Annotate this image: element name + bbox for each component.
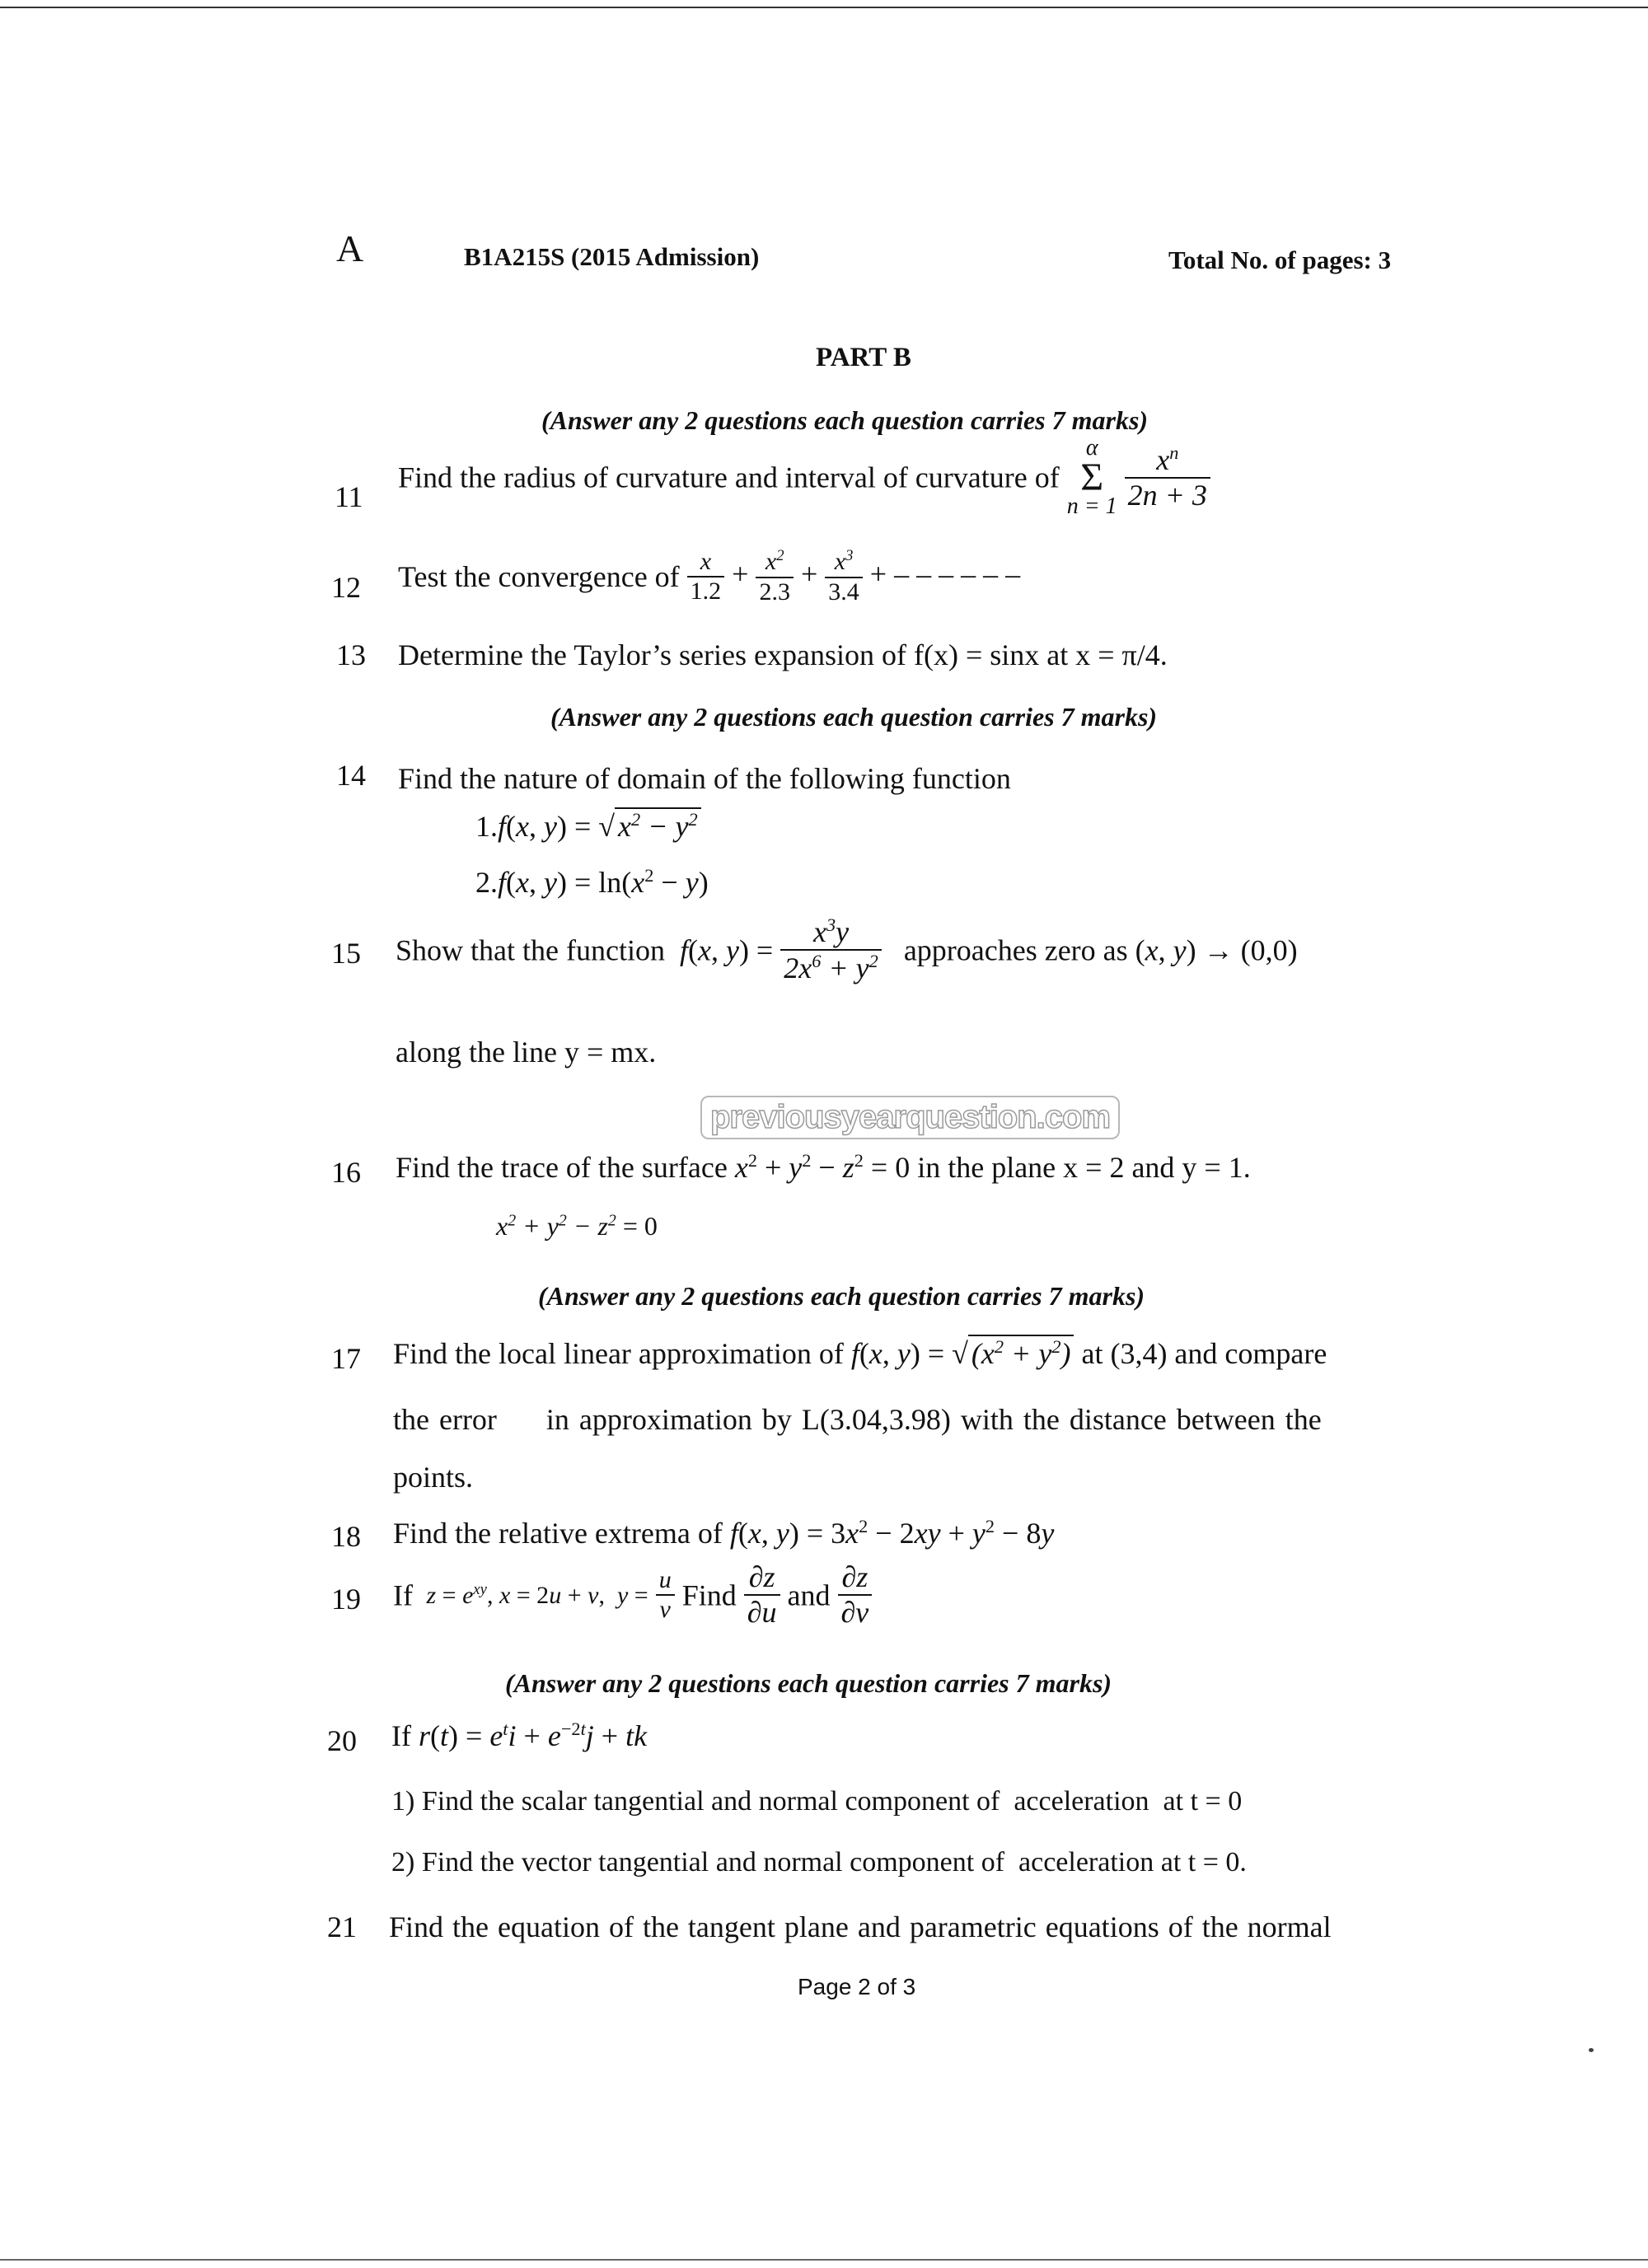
question-15-continued: along the line y = mx. — [396, 1036, 657, 1069]
question-19: If $z = e^{xy}$, x = 2u + v, y = $\frac{u}{v}$ Find $\frac{\partial z}{\partial u}$ and $\frac{\partial z}{\partial v}$ — [393, 1560, 872, 1630]
question-number: 19 — [331, 1583, 361, 1616]
question-text: Find the radius of curvature and interval of curvature of — [398, 461, 1060, 494]
question-number: 18 — [331, 1520, 361, 1553]
question-20: If $r(t) = e^ti + e^{-2t}j$ + tk — [391, 1719, 648, 1752]
question-text: Test the convergence of — [398, 560, 680, 593]
question-number: 17 — [331, 1342, 361, 1375]
question-number: 15 — [331, 937, 361, 970]
question-number: 13 — [336, 638, 366, 671]
question-number: 16 — [331, 1156, 361, 1189]
instruction-1: (Answer any 2 questions each question carries 7 marks) — [541, 405, 1149, 435]
summation-formula: α Σ n = 1 — [1066, 435, 1117, 520]
paper-version: A — [336, 227, 364, 269]
question-14-part-1: 1.f(x, y) = √ $x^2 - y^2$ — [475, 807, 701, 844]
function-fraction: $\frac{x^3y}{2x^6 + y^2}$ — [780, 914, 882, 986]
page-number: Page 2 of 3 — [798, 1974, 916, 1999]
series-term-fraction: $\frac{x^n}{2n + 3}$ — [1125, 442, 1210, 513]
question-14: Find the nature of domain of the following function — [398, 762, 1011, 795]
question-11 — [398, 437, 1210, 518]
question-number: 11 — [335, 480, 363, 513]
paper-code: B1A215S (2015 Admission) — [464, 242, 760, 271]
question-13: Determine the Taylor’s series expansion of f(x) = sinx at x = π/4. — [398, 638, 1168, 671]
scan-speck — [1589, 2048, 1594, 2052]
watermark-logo: previousyearquestion.com — [700, 1096, 1120, 1139]
question-20-part-1: 1) Find the scalar tangential and normal component of acceleration at t = 0 — [391, 1786, 1243, 1817]
question-number: 12 — [331, 571, 361, 604]
series-term-1: $\frac{x}{1.2}$ — [687, 548, 725, 606]
question-15: Show that the function f(x, y) = $\frac{x^3y}{2x^6 + y^2}$ approaches zero as (x, y) → (0,0) — [396, 914, 1298, 985]
partial-derivative-u: $\frac{\partial z}{\partial u}$ — [744, 1560, 780, 1630]
question-16: Find the trace of the surface $x^2 + y^2 - z^2 = 0$ in the plane x = 2 and y = 1. — [396, 1150, 1251, 1184]
surface-equation: $x^2 + y^2 - z^2 = 0$ — [496, 1211, 658, 1241]
question-20-part-2: 2) Find the vector tangential and normal component of acceleration at t = 0. — [391, 1847, 1247, 1878]
question-number: 21 — [327, 1910, 357, 1943]
question-21: Find the equation of the tangent plane and parametric equations of the normal — [389, 1910, 1332, 1943]
total-pages: Total No. of pages: 3 — [1168, 246, 1392, 274]
partial-derivative-v: $\frac{\partial z}{\partial v}$ — [838, 1560, 873, 1630]
question-17: Find the local linear approximation of f(x, y) = √ $(x^2 + y^2)$ at (3,4) and compare — [393, 1336, 1327, 1370]
scan-border-bottom — [0, 2259, 1648, 2261]
question-17-line-3: points. — [393, 1461, 474, 1494]
scan-border-top — [0, 7, 1648, 8]
instruction-4: (Answer any 2 questions each question carries 7 marks) — [505, 1668, 1112, 1698]
question-number: 14 — [336, 759, 366, 792]
question-18: Find the relative extrema of f(x, $y) = 3x^2 - 2xy + y^2 - 8y$ — [393, 1516, 1055, 1550]
instruction-2: (Answer any 2 questions each question carries 7 marks) — [550, 702, 1158, 732]
question-number: 20 — [327, 1724, 357, 1757]
instruction-3: (Answer any 2 questions each question carries 7 marks) — [538, 1281, 1145, 1311]
series-term-3: $\frac{x^3}{3.4}$ — [825, 547, 863, 606]
question-12: Test the convergence of $\frac{x}{1.2}$ + $\frac{x^2}{2.3}$ + $\frac{x^3}{3.4}$ + – – – – – – — [398, 547, 1021, 606]
part-title: PART B — [816, 343, 911, 372]
question-17-line-2: the error in approximation by L(3.04,3.98) with the distance between the — [393, 1403, 1322, 1436]
question-14-part-2: 2.f(x, $y) = \ln(x^2 - y)$ — [475, 865, 709, 899]
series-term-2: $\frac{x^2}{2.3}$ — [756, 547, 794, 606]
